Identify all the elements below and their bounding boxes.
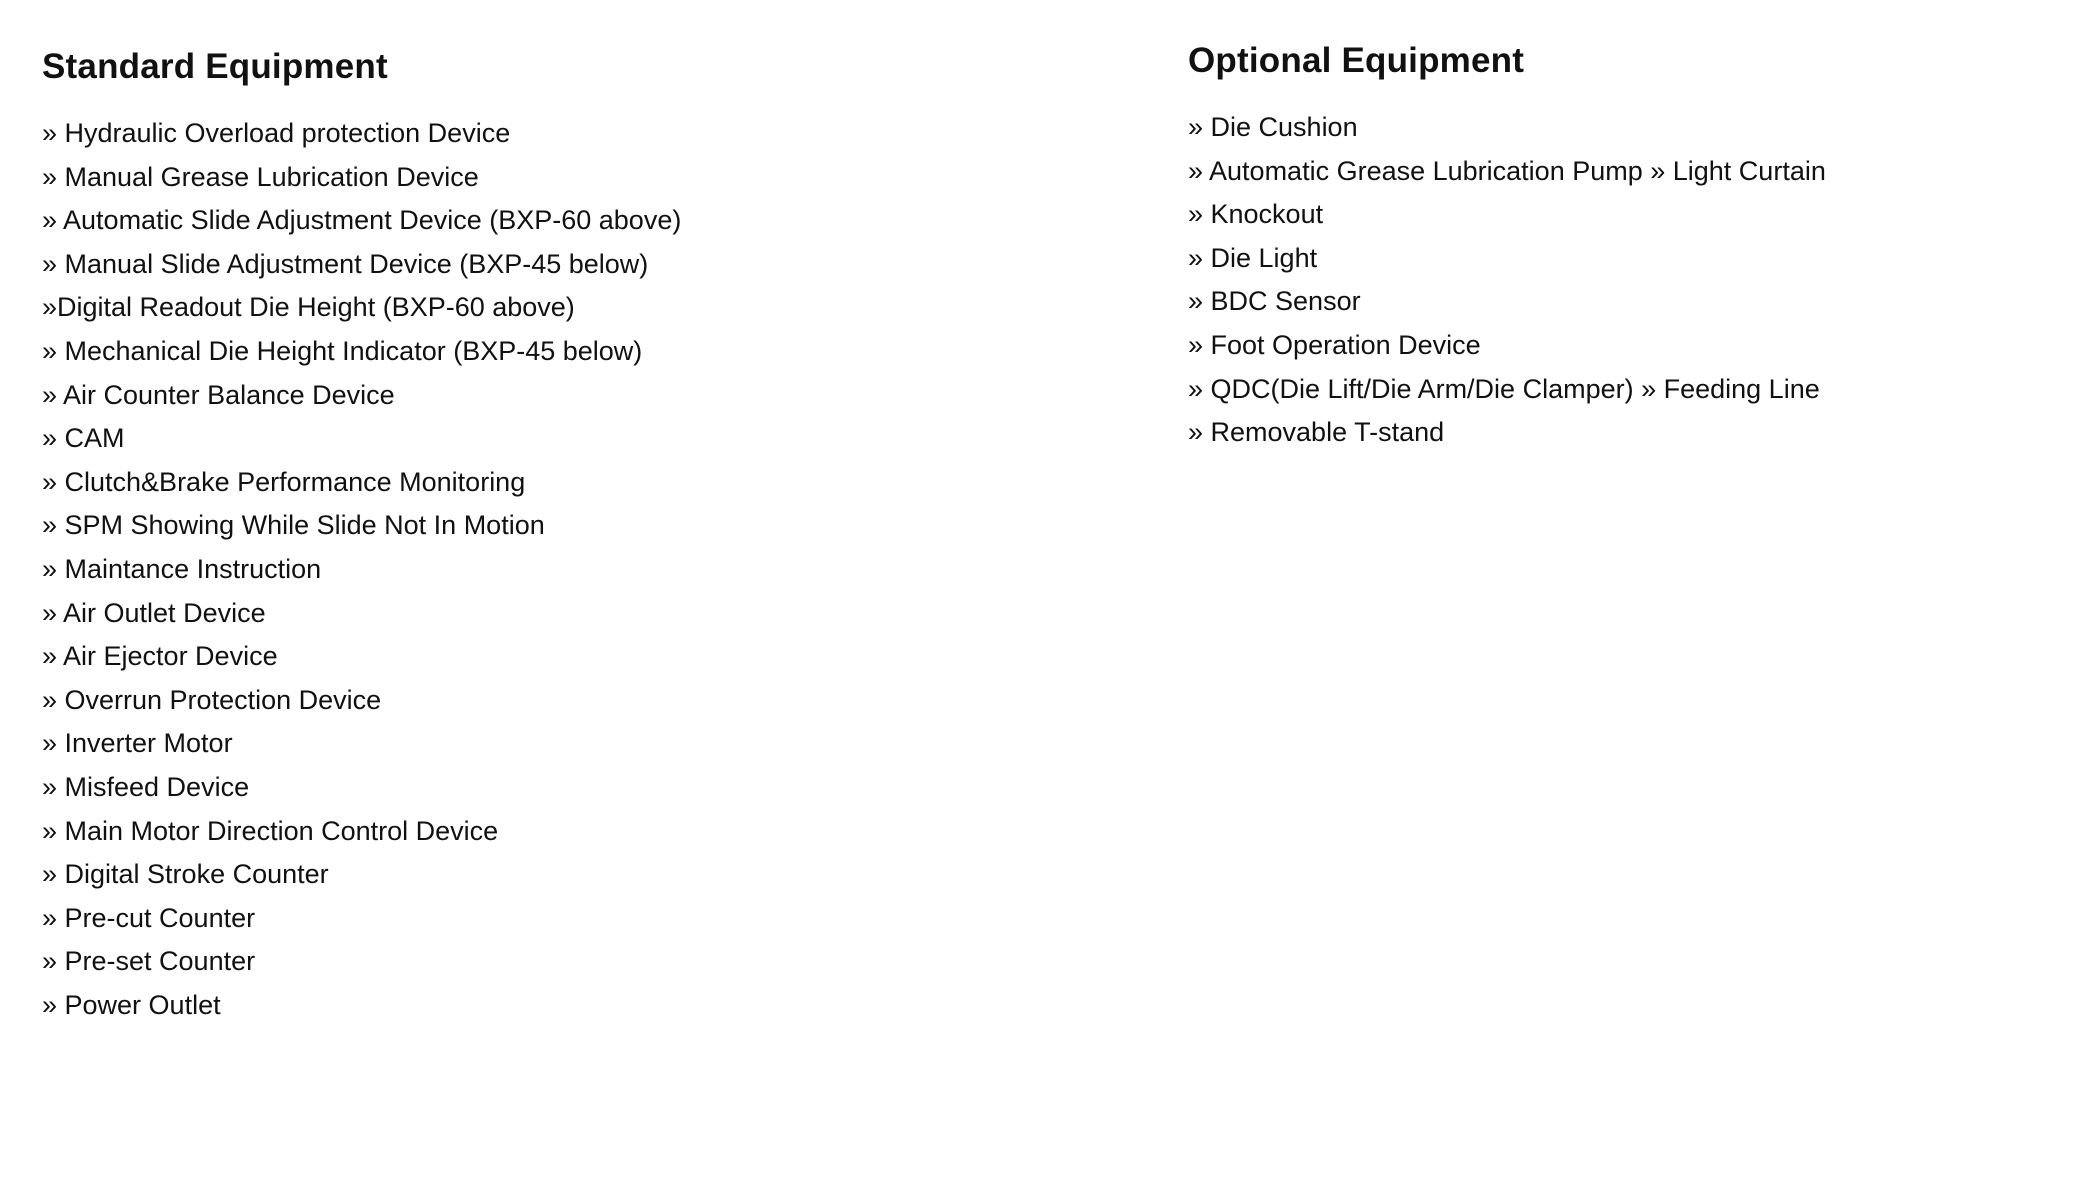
standard-equipment-item: »Digital Readout Die Height (BXP-60 above) (42, 292, 575, 323)
optional-equipment-item: » Automatic Grease Lubrication Pump » Light Curtain (1188, 155, 1826, 186)
standard-equipment-item: » Air Ejector Device (42, 641, 278, 672)
standard-equipment-item: » Mechanical Die Height Indicator (BXP-45 below) (42, 335, 643, 366)
standard-equipment-item: » Automatic Slide Adjustment Device (BXP-60 above) (42, 205, 682, 236)
optional-equipment-item: » Removable T-stand (1188, 417, 1445, 448)
standard-equipment-item: » Power Outlet (42, 989, 221, 1020)
standard-equipment-item: » SPM Showing While Slide Not In Motion (42, 510, 545, 541)
standard-equipment-item: » Overrun Protection Device (42, 684, 382, 715)
standard-equipment-item: » Digital Stroke Counter (42, 859, 329, 890)
optional-equipment-section (1188, 38, 2048, 455)
standard-equipment-item: » Main Motor Direction Control Device (42, 815, 499, 846)
optional-equipment-item: » BDC Sensor (1188, 286, 1361, 317)
optional-equipment-item: » Die Light (1188, 242, 1318, 273)
standard-equipment-item: » Air Outlet Device (42, 597, 266, 628)
standard-equipment-section (42, 44, 1042, 1027)
standard-equipment-title: Standard Equipment (42, 47, 388, 86)
standard-equipment-list (42, 112, 1042, 1027)
standard-equipment-item: » Clutch&Brake Performance Monitoring (42, 466, 526, 497)
standard-equipment-item: » Hydraulic Overload protection Device (42, 118, 511, 148)
standard-equipment-item: » Inverter Motor (42, 728, 233, 759)
standard-equipment-item: » Air Counter Balance Device (42, 379, 395, 410)
optional-equipment-item: » Foot Operation Device (1188, 329, 1481, 360)
standard-equipment-item: » Pre-cut Counter (42, 902, 256, 933)
standard-equipment-item: » Maintance Instruction (42, 553, 322, 584)
optional-equipment-item: » Die Cushion (1188, 112, 1358, 142)
optional-equipment-title: Optional Equipment (1188, 41, 1525, 80)
standard-equipment-item: » CAM (42, 423, 125, 454)
standard-equipment-item: » Misfeed Device (42, 771, 250, 802)
standard-equipment-item: » Manual Slide Adjustment Device (BXP-45 below) (42, 248, 649, 279)
optional-equipment-item: » QDC(Die Lift/Die Arm/Die Clamper) » Feeding Line (1188, 373, 1820, 404)
standard-equipment-item: » Pre-set Counter (42, 946, 256, 977)
optional-equipment-item: » Knockout (1188, 199, 1324, 230)
optional-equipment-list (1188, 106, 2048, 455)
standard-equipment-item: » Manual Grease Lubrication Device (42, 161, 479, 192)
